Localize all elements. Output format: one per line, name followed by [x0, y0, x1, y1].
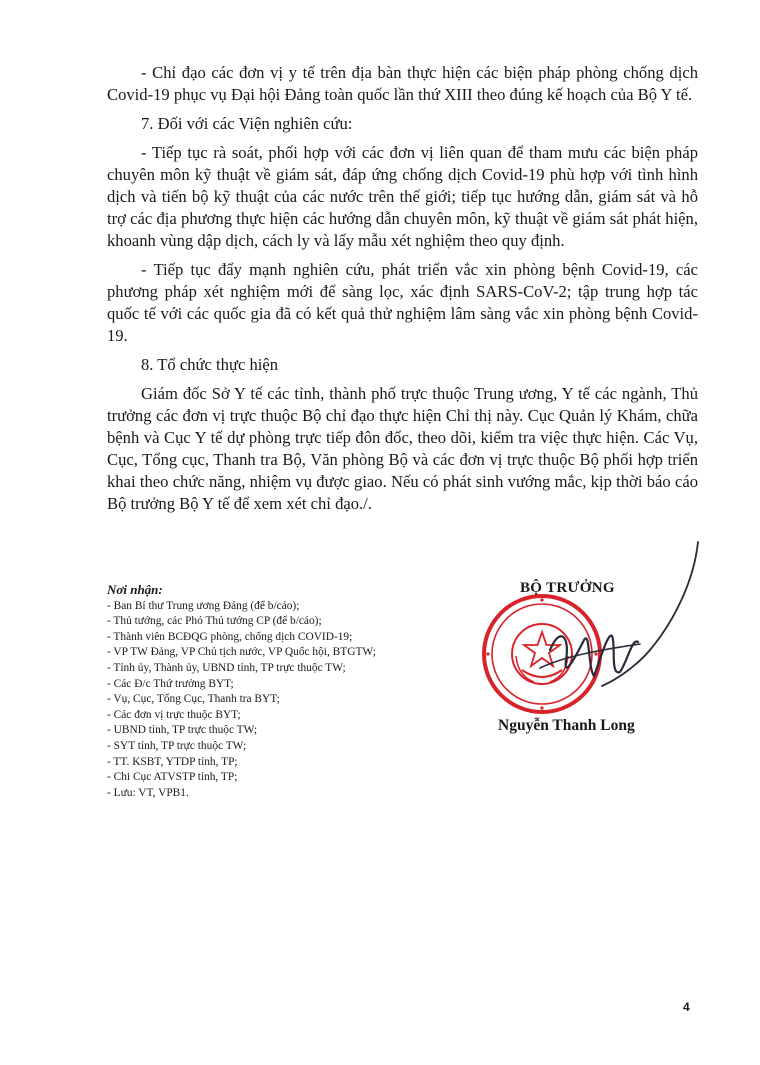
recipient-item: - Thành viên BCĐQG phòng, chống dịch COVID-19; — [107, 630, 353, 643]
recipients-block — [107, 582, 467, 801]
recipient-item: - Các đơn vị trực thuộc BYT; — [107, 708, 241, 721]
recipient-item: - Thủ tướng, các Phó Thủ tướng CP (để b/cáo); — [107, 615, 322, 628]
paragraph-implementation: Giám đốc Sở Y tế các tỉnh, thành phố trực thuộc Trung ương, Y tế các ngành, Thủ trưởng các đơn vị trực thuộc Bộ chỉ đạo thực hiện Chỉ thị này. Cục Quản lý Khám, chữa bệnh và Cục Y tế dự phòng trực tiếp đôn đốc, theo dõi, kiểm tra việc thực hiện. Các Vụ, Cục, Tổng cục, Thanh tra Bộ, Văn phòng Bộ và các đơn vị trực thuộc Bộ phối hợp triển khai theo chức năng, nhiệm vụ được giao. Nếu có phát sinh vướng mắc, kịp thời báo cáo Bộ trưởng Bộ Y tế để xem xét chỉ đạo./. — [107, 384, 698, 513]
recipient-item: - TT. KSBT, YTDP tỉnh, TP; — [107, 755, 238, 768]
page-number: 4 — [683, 1000, 690, 1014]
recipients-title: Nơi nhận: — [107, 582, 163, 597]
recipient-item: - Các Đ/c Thứ trưởng BYT; — [107, 677, 234, 690]
recipient-item: - Lưu: VT, VPB1. — [107, 786, 189, 799]
recipient-item: - Tỉnh ủy, Thành ủy, UBND tỉnh, TP trực thuộc TW; — [107, 661, 346, 674]
paragraph-directive-events: - Chỉ đạo các đơn vị y tế trên địa bàn thực hiện các biện pháp phòng chống dịch Covid-19 phục vụ Đại hội Đảng toàn quốc lần thứ XIII theo đúng kế hoạch của Bộ Y tế. — [107, 63, 698, 104]
section-heading-7: 7. Đối với các Viện nghiên cứu: — [141, 114, 353, 133]
recipient-item: - Ban Bí thư Trung ương Đảng (để b/cáo); — [107, 599, 300, 612]
section-heading-8: 8. Tổ chức thực hiện — [141, 355, 279, 374]
signer-name: Nguyễn Thanh Long — [498, 717, 635, 734]
signer-title: BỘ TRƯỞNG — [520, 580, 615, 596]
recipient-item: - Chi Cục ATVSTP tỉnh, TP; — [107, 771, 238, 784]
paragraph-research-vaccine: - Tiếp tục đẩy mạnh nghiên cứu, phát triển vắc xin phòng bệnh Covid-19, các phương pháp xét nghiệm mới để sàng lọc, xác định SARS-CoV-2; tập trung hợp tác quốc tế với các quốc gia đã có kết quả thử nghiệm lâm sàng vắc xin phòng bệnh Covid-19. — [107, 260, 698, 345]
recipient-item: - SYT tỉnh, TP trực thuộc TW; — [107, 739, 247, 752]
recipient-item: - VP TW Đảng, VP Chủ tịch nước, VP Quốc hội, BTGTW; — [107, 646, 376, 659]
document-body — [107, 62, 698, 515]
recipient-item: - UBND tỉnh, TP trực thuộc TW; — [107, 724, 258, 737]
paragraph-research-review: - Tiếp tục rà soát, phối hợp với các đơn vị liên quan để tham mưu các biện pháp chuyên môn kỹ thuật về giám sát, đáp ứng chống dịch Covid-19 phù hợp với tình hình dịch và tiến bộ kỹ thuật của các nước trên thế giới; tiếp tục hướng dẫn, giám sát và hỗ trợ các địa phương thực hiện các hướng dẫn chuyên môn, kỹ thuật về giám sát phát hiện, khoanh vùng dập dịch, cách ly và lấy mẫu xét nghiệm theo quy định. — [107, 143, 698, 250]
recipient-item: - Vụ, Cục, Tổng Cục, Thanh tra BYT; — [107, 693, 280, 706]
handwritten-signature-icon — [470, 540, 710, 730]
